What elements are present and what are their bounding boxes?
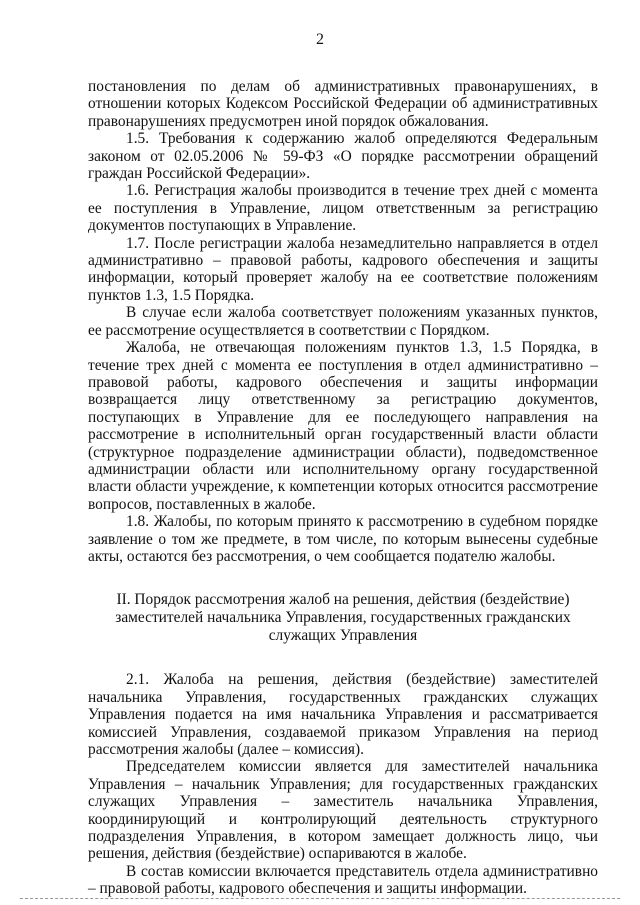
paragraph-1-5: 1.5. Требования к содержанию жалоб определяются Федеральным законом от 02.05.2006 № 59-ФЗ «О порядке рассмотрении обращений граждан Российской Федерации».	[88, 130, 598, 183]
section-heading-line-1: II. Порядок рассмотрения жалоб на решения, действия (бездействие)	[116, 591, 570, 609]
paragraph-conforming-case: В случае если жалоба соответствует положениям указанных пунктов, ее рассмотрение осуществляется в соответствии с Порядком.	[88, 304, 598, 339]
paragraph-1-6: 1.6. Регистрация жалобы производится в течение трех дней с момента ее поступления в Управление, лицом ответственным за регистрацию документов поступающих в Управление.	[88, 182, 598, 235]
paragraph-commission-chairman: Председателем комиссии является для заместителей начальника Управления – начальник Управления; для государственных гражданских служащих Управления – заместитель начальника Управления, координирующий и контролирующий деятельность структурного подразделения Управления, в котором замещает должность лицо, чьи решения, действия (бездействие) оспариваются в жалобе.	[88, 758, 598, 863]
section-two-body	[88, 671, 598, 897]
page-number: 2	[316, 31, 324, 48]
document-body	[88, 78, 598, 898]
section-one-continuation	[88, 78, 598, 565]
scan-edge-line	[20, 898, 620, 899]
section-heading-line-3: служащих Управления	[268, 627, 418, 645]
paragraph-continuation: постановления по делам об административных правонарушениях, в отношении которых Кодексом Российской Федерации об административных правонарушениях предусмотрен иной порядок обжалования.	[88, 78, 598, 130]
section-two-heading	[88, 591, 598, 645]
paragraph-nonconforming-complaint: Жалоба, не отвечающая положениям пунктов 1.3, 1.5 Порядка, в течение трех дней с момента ее поступления в отдел административно – правовой работы, кадрового обеспечения и защиты информации возвращается лицу ответственному за регистрацию документов, поступающих в Управление для ее последующего направления на рассмотрение в исполнительный орган государственный власти области (структурное подразделение администрации области), подведомственное администрации области или исполнительному органу государственной власти области учреждение, к компетенции которых относится рассмотрение вопросов, поставленных в жалобе.	[88, 339, 598, 513]
section-heading-line-2: заместителей начальника Управления, государственных гражданских	[115, 609, 571, 627]
paragraph-1-7: 1.7. После регистрации жалоба незамедлительно направляется в отдел административно – правовой работы, кадрового обеспечения и защиты информации, который проверяет жалобу на ее соответствие положениям пунктов 1.3, 1.5 Порядка.	[88, 234, 598, 304]
paragraph-1-8: 1.8. Жалобы, по которым принято к рассмотрению в судебном порядке заявление о том же предмете, в том числе, по которым вынесены судебные акты, остаются без рассмотрения, о чем сообщается подателю жалобы.	[88, 513, 598, 565]
paragraph-2-1: 2.1. Жалоба на решения, действия (бездействие) заместителей начальника Управления, государственных гражданских служащих Управления подается на имя начальника Управления и рассматривается комиссией Управления, создаваемой приказом Управления на период рассмотрения жалобы (далее – комиссия).	[88, 671, 598, 758]
paragraph-commission-composition: В состав комиссии включается представитель отдела административно – правовой работы, кадрового обеспечения и защиты информации.	[88, 862, 598, 898]
